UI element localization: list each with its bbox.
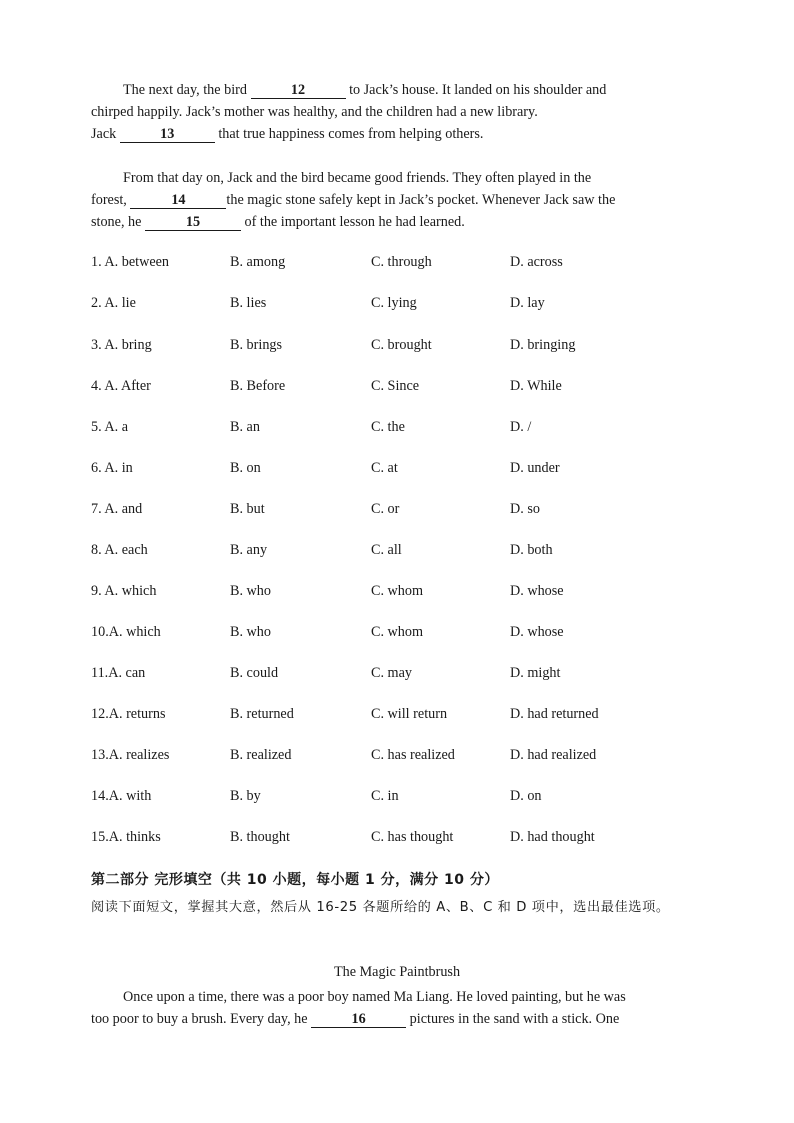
option-c: C. the	[371, 419, 405, 435]
option-b: B. an	[230, 419, 260, 435]
option-a: 6. A. in	[91, 460, 133, 476]
question-row	[91, 501, 691, 521]
story-text: pictures in the sand with a stick. One	[406, 1011, 620, 1027]
option-c: C. through	[371, 254, 432, 270]
option-b: B. who	[230, 583, 271, 599]
option-d: D. both	[510, 542, 553, 558]
option-d: D. lay	[510, 295, 545, 311]
option-b: B. any	[230, 542, 268, 558]
option-d: D. bringing	[510, 337, 576, 353]
option-c: C. or	[371, 501, 400, 517]
option-c: C. lying	[371, 295, 417, 311]
passage-text: From that day on, Jack and the bird became good friends. They often played in the	[123, 170, 592, 186]
option-b: B. lies	[230, 295, 267, 311]
passage-text: to Jack’s house. It landed on his shoulder and	[345, 82, 607, 98]
passage-text: stone, he	[91, 214, 145, 230]
question-row	[91, 829, 691, 849]
passage-text: of the important lesson he had learned.	[240, 214, 465, 230]
story-paragraph	[91, 986, 681, 1030]
question-row	[91, 419, 691, 439]
blank-13: 13	[120, 126, 215, 143]
option-a: 4. A. After	[91, 378, 151, 394]
question-row	[91, 624, 691, 644]
option-b: B. brings	[230, 337, 283, 353]
option-d: D. had returned	[510, 706, 599, 722]
option-b: B. thought	[230, 829, 290, 845]
option-a: 13.A. realizes	[91, 747, 170, 763]
passage-text: the magic stone safely kept in Jack’s pocket. Whenever Jack saw the	[226, 192, 616, 208]
option-c: C. has thought	[371, 829, 454, 845]
option-a: 12.A. returns	[91, 706, 166, 722]
question-row	[91, 337, 691, 357]
option-c: C. all	[371, 542, 402, 558]
question-row	[91, 460, 691, 480]
blank-15: 15	[145, 214, 241, 231]
story-text: Once upon a time, there was a poor boy named Ma Liang. He loved painting, but he was	[123, 989, 626, 1005]
option-b: B. but	[230, 501, 265, 517]
option-d: D. had thought	[510, 829, 595, 845]
option-c: C. has realized	[371, 747, 455, 763]
question-row	[91, 788, 691, 808]
option-a: 3. A. bring	[91, 337, 152, 353]
option-b: B. Before	[230, 378, 286, 394]
question-row	[91, 665, 691, 685]
option-c: C. will return	[371, 706, 448, 722]
option-d: D. /	[510, 419, 532, 435]
option-c: C. whom	[371, 583, 424, 599]
question-row	[91, 295, 691, 315]
option-d: D. had realized	[510, 747, 597, 763]
question-row	[91, 583, 691, 603]
option-b: B. who	[230, 624, 271, 640]
option-d: D. so	[510, 501, 540, 517]
passage-text: chirped happily. Jack’s mother was healthy, and the children had a new library.	[91, 104, 538, 120]
option-b: B. on	[230, 460, 261, 476]
option-c: C. in	[371, 788, 399, 804]
question-row	[91, 706, 691, 726]
passage-paragraph-2	[91, 167, 681, 233]
option-a: 10.A. which	[91, 624, 161, 640]
option-d: D. might	[510, 665, 561, 681]
option-c: C. Since	[371, 378, 420, 394]
option-a: 2. A. lie	[91, 295, 136, 311]
option-a: 15.A. thinks	[91, 829, 161, 845]
option-a: 1. A. between	[91, 254, 170, 270]
question-row	[91, 747, 691, 767]
passage-text: Jack	[91, 126, 120, 142]
option-a: 7. A. and	[91, 501, 143, 517]
passage-text: The next day, the bird	[123, 82, 251, 98]
option-d: D. While	[510, 378, 562, 394]
question-row	[91, 542, 691, 562]
option-d: D. across	[510, 254, 563, 270]
blank-16: 16	[311, 1011, 406, 1028]
option-b: B. by	[230, 788, 261, 804]
option-a: 8. A. each	[91, 542, 148, 558]
option-d: D. whose	[510, 583, 564, 599]
passage-text: forest,	[91, 192, 131, 208]
section-heading: 第二部分 完形填空（共 10 小题，每小题 1 分，满分 10 分）	[91, 872, 499, 888]
option-c: C. brought	[371, 337, 432, 353]
option-a: 14.A. with	[91, 788, 152, 804]
option-a: 11.A. can	[91, 665, 146, 681]
option-b: B. returned	[230, 706, 294, 722]
option-a: 9. A. which	[91, 583, 157, 599]
option-d: D. on	[510, 788, 542, 804]
option-b: B. could	[230, 665, 279, 681]
option-b: B. among	[230, 254, 286, 270]
blank-14: 14	[130, 192, 226, 209]
question-row	[91, 378, 691, 398]
option-c: C. may	[371, 665, 412, 681]
blank-12: 12	[251, 82, 346, 99]
option-a: 5. A. a	[91, 419, 129, 435]
question-row	[91, 254, 691, 274]
option-c: C. whom	[371, 624, 424, 640]
option-d: D. under	[510, 460, 560, 476]
option-b: B. realized	[230, 747, 292, 763]
passage-text: that true happiness comes from helping others.	[214, 126, 484, 142]
story-text: too poor to buy a brush. Every day, he	[91, 1011, 312, 1027]
section-instruction: 阅读下面短文，掌握其大意，然后从 16-25 各题所给的 A、B、C 和 D 项中，选出最佳选项。	[91, 900, 670, 915]
story-title: The Magic Paintbrush	[333, 964, 461, 980]
option-c: C. at	[371, 460, 398, 476]
option-d: D. whose	[510, 624, 564, 640]
passage-paragraph-1	[91, 79, 681, 145]
